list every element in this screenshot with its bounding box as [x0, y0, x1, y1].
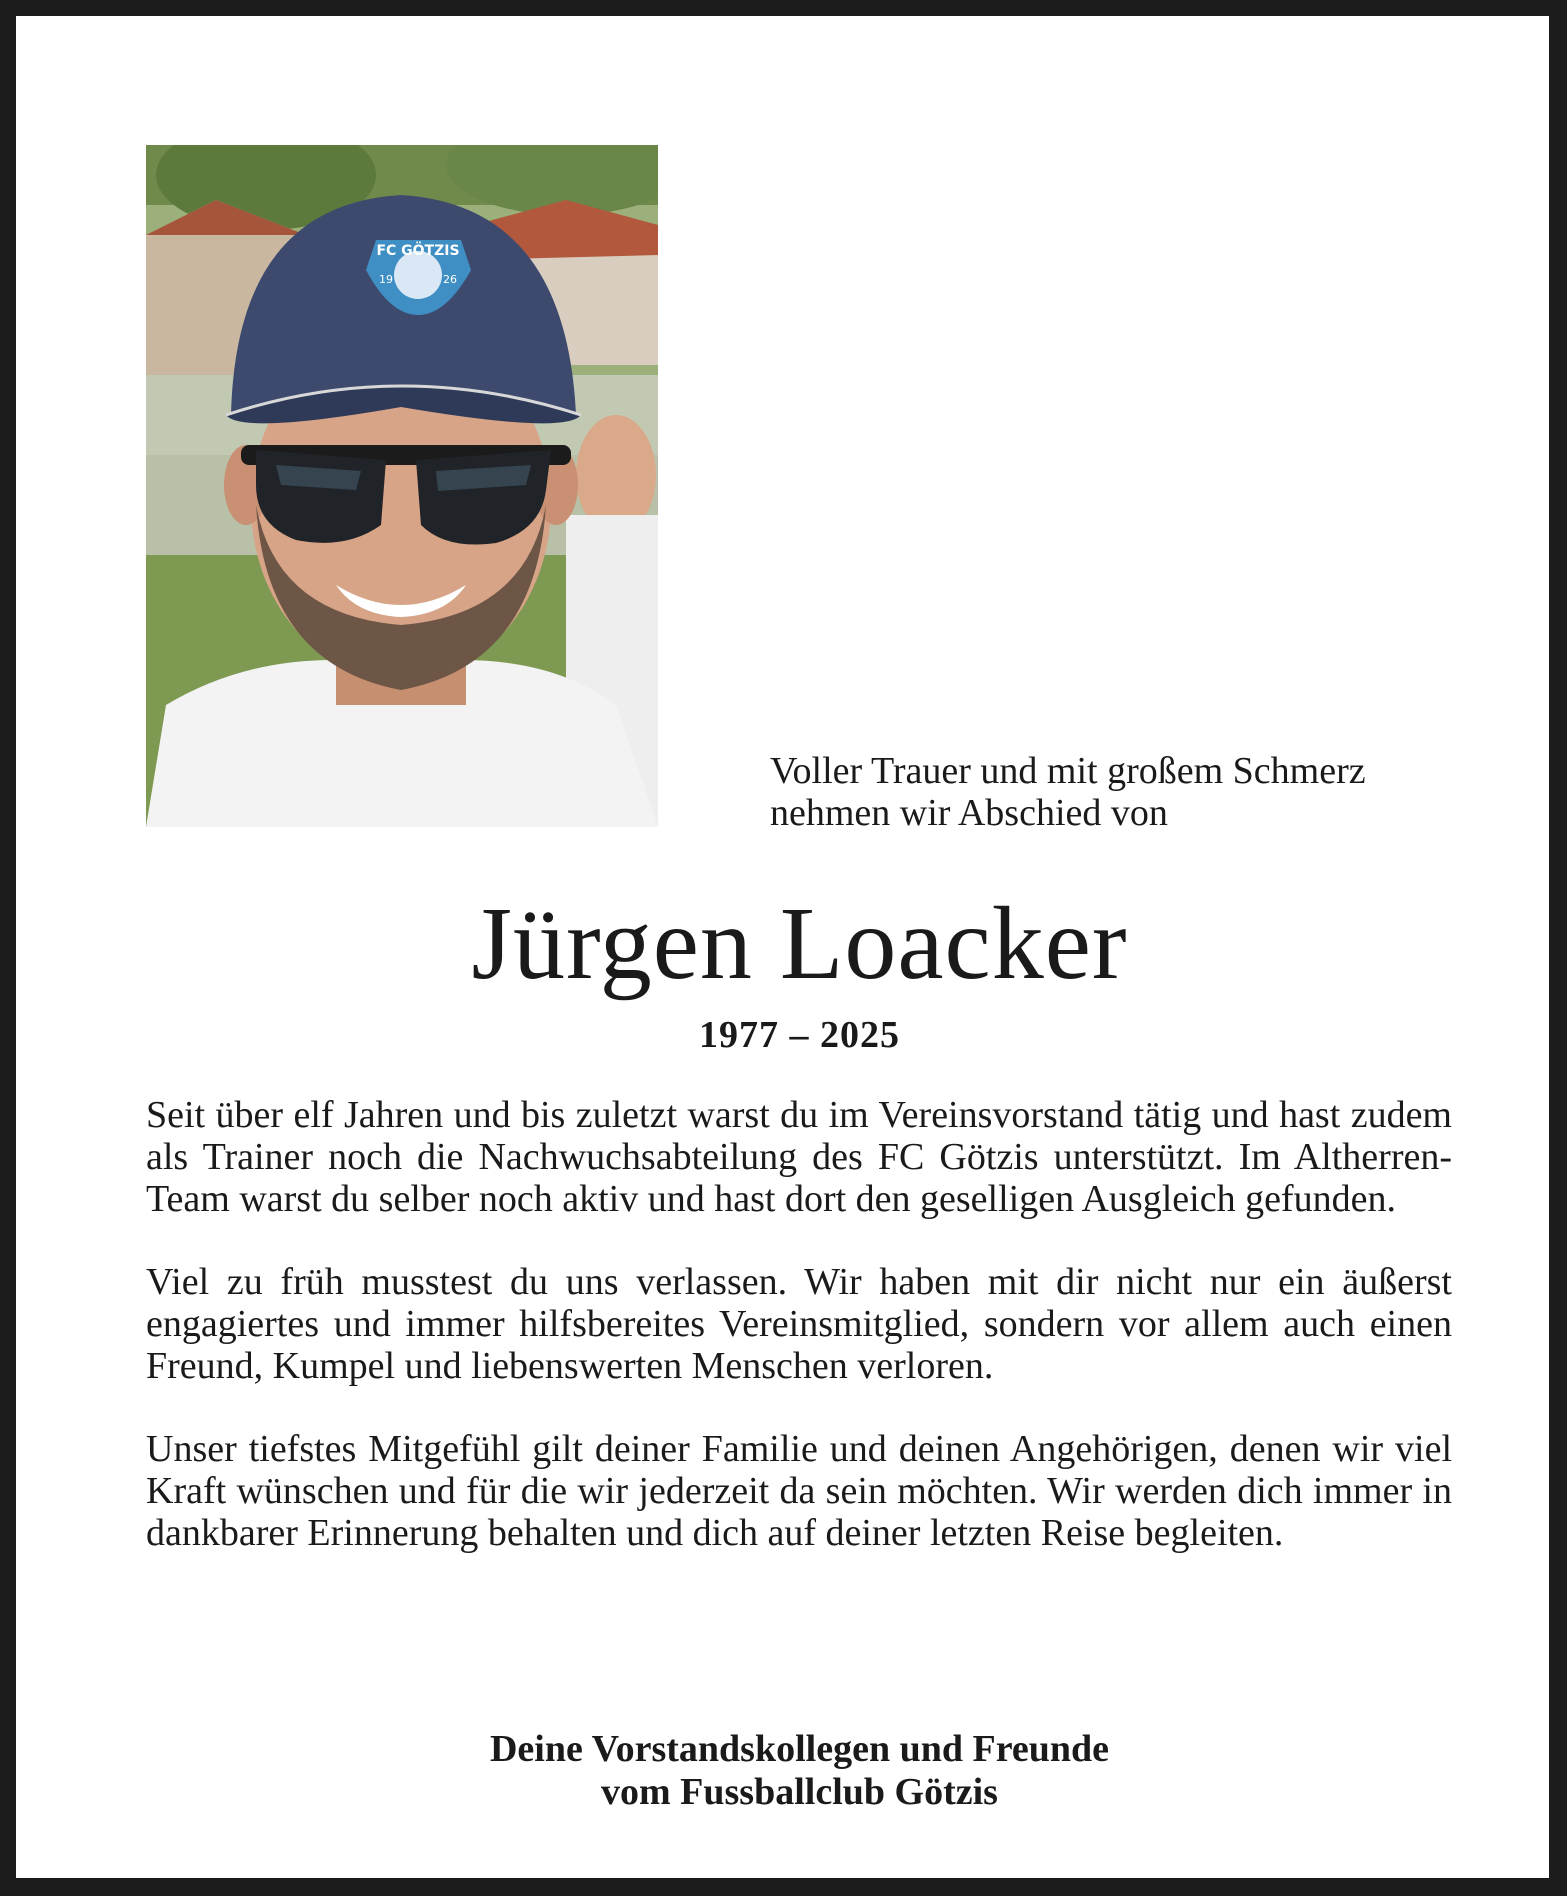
- intro-text: [770, 750, 1470, 834]
- portrait-photo: [146, 145, 658, 827]
- intro-line-2: nehmen wir Abschied von: [770, 792, 1168, 834]
- signature-line-1: Deine Vorstandskollegen und Freunde: [489, 1728, 1110, 1770]
- paragraph-3: Unser tiefstes Mitgefühl gilt deiner Familie und deinen Angehörigen, denen wir viel Kraft wünschen und für die wir jederzeit da sein möchten. Wir werden dich immer in dankbarer Erinnerung behalten und dich auf deiner letzten Reise begleiten.: [146, 1428, 1452, 1554]
- intro-line-1: Voller Trauer und mit großem Schmerz: [770, 750, 1366, 792]
- paragraph-2: Viel zu früh musstest du uns verlassen. Wir haben mit dir nicht nur ein äußerst engagiertes und immer hilfsbereites Vereinsmitglied, sondern vor allem auch einen Freund, Kumpel und liebenswerten Menschen verloren.: [146, 1261, 1452, 1387]
- deceased-name: Jürgen Loacker: [471, 886, 1128, 1001]
- life-dates: 1977 – 2025: [699, 1014, 900, 1056]
- cap-badge-year-right: 26: [443, 273, 457, 286]
- paragraph-1: Seit über elf Jahren und bis zuletzt warst du im Vereinsvorstand tätig und hast zudem als Trainer noch die Nachwuchsabteilung des FC Götzis unterstützt. Im Altherren-Team warst du selber noch aktiv und hast dort den geselligen Ausgleich gefunden.: [146, 1094, 1452, 1220]
- cap-badge-year-left: 19: [379, 273, 393, 286]
- signature-line-2: vom Fussballclub Götzis: [601, 1771, 998, 1813]
- signature: [16, 1728, 1567, 1814]
- obituary-body: [146, 1094, 1452, 1595]
- cap-badge-text: FC GÖTZIS: [376, 243, 460, 259]
